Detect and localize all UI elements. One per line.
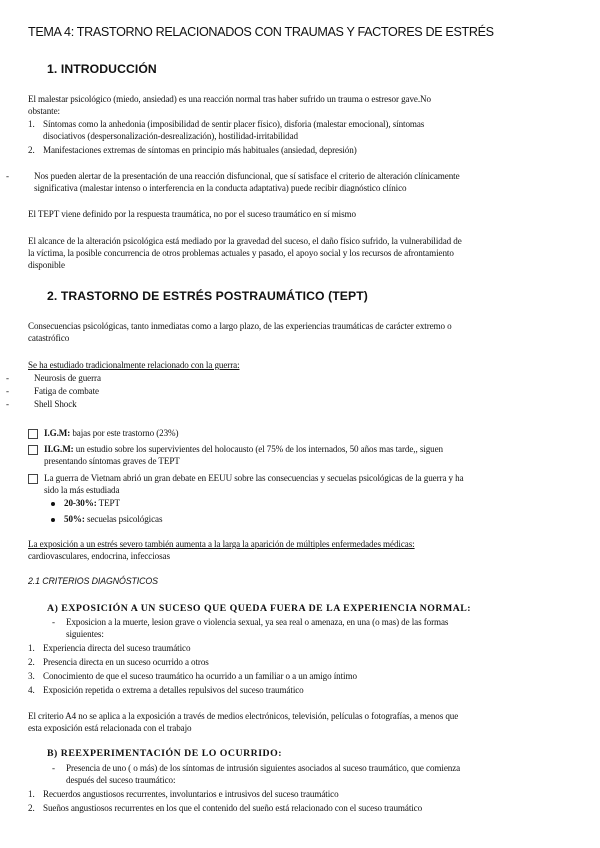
checkbox-icon (28, 429, 38, 439)
consequences-line-2: catastrófico (28, 333, 70, 343)
war-item: Shell Shock (34, 399, 77, 409)
subsection-heading: 2.1 CRITERIOS DIAGNÓSTICOS (28, 576, 158, 586)
dash-marker: - (52, 617, 56, 627)
section-1-heading: 1. INTRODUCCIÓN (47, 62, 157, 76)
bullet-item-2: 50%: secuelas psicológicas (64, 514, 163, 524)
bullet-icon (51, 502, 55, 506)
scope-paragraph-line-3: disponible (28, 260, 65, 270)
list-number: 2. (28, 145, 35, 155)
criterion-a-text-line-2: siguientes: (66, 629, 104, 639)
check-item-2-line-2: presentando síntomas graves de TEPT (44, 456, 180, 466)
list-item-1-line-1: Síntomas como la anhedonia (imposibilidad de sentir placer físico), disforia (malestar emocional), síntomas (43, 119, 425, 129)
dash-marker: - (52, 763, 56, 773)
list-number: 2. (28, 803, 35, 813)
list-number: 1. (28, 119, 35, 129)
bullet-item-1: 20-30%: TEPT (64, 498, 120, 508)
check-item-3-line-2: sido la más estudiada (44, 485, 120, 495)
dash-marker: - (6, 373, 10, 383)
list-item-2-line-1: Manifestaciones extremas de síntomas en principio más habituales (ansiedad, depresión) (43, 145, 357, 155)
scope-paragraph-line-1: El alcance de la alteración psicológica está mediado por la gravedad del suceso, el daño físico sufrido, la vulnerabilidad de (28, 236, 462, 246)
list-item-1-line-2: disociativos (despersonalización-desrealización), hostilidad-irritabilidad (43, 131, 298, 141)
criterion-b-item: Recuerdos angustiosos recurrentes, involuntarios e intrusivos del suceso traumático (43, 789, 339, 799)
criterion-b-heading: B) REEXPERIMENTACIÓN DE LO OCURRIDO: (47, 748, 282, 759)
list-number: 2. (28, 657, 35, 667)
exposure-line-1: La exposición a un estrés severo también aumenta a la larga la aparición de múltiples enfermedades médicas: (28, 539, 415, 549)
list-number: 1. (28, 643, 35, 653)
war-heading: Se ha estudiado tradicionalmente relacionado con la guerra: (28, 360, 240, 370)
dash-item-line-1: Nos pueden alertar de la presentación de una reacción disfuncional, que sí satisface el criterio de alteración clínicamente (34, 171, 460, 181)
document-title: TEMA 4: TRASTORNO RELACIONADOS CON TRAUMAS Y FACTORES DE ESTRÉS (28, 25, 494, 39)
list-number: 4. (28, 685, 35, 695)
dash-item-line-2: significativa (malestar intenso o interferencia en la conducta adaptativa) puede recibir diagnóstico clínico (34, 183, 407, 193)
list-number: 1. (28, 789, 35, 799)
intro-paragraph-line-2: obstante: (28, 106, 60, 116)
dash-marker: - (6, 399, 10, 409)
criterion-a-heading: A) EXPOSICIÓN A UN SUCESO QUE QUEDA FUERA DE LA EXPERIENCIA NORMAL: (47, 603, 472, 614)
section-2-heading: 2. TRASTORNO DE ESTRÉS POSTRAUMÁTICO (TEPT) (47, 289, 368, 303)
criterion-a-item: Experiencia directa del suceso traumático (43, 643, 191, 653)
consequences-line-1: Consecuencias psicológicas, tanto inmediatas como a largo plazo, de las experiencias traumáticas de carácter extremo o (28, 321, 452, 331)
tept-definition: El TEPT viene definido por la respuesta traumática, no por el suceso traumático en sí mismo (28, 209, 356, 219)
criterion-a4-note-line-1: El criterio A4 no se aplica a la exposición a través de medios electrónicos, televisión, películas o fotografías, a menos que (28, 711, 459, 721)
criterion-b-item: Sueños angustiosos recurrentes en los que el contenido del sueño está relacionado con el suceso traumático (43, 803, 423, 813)
scope-paragraph-line-2: la víctima, la posible concurrencia de otros problemas actuales y pasado, el apoyo social y los recursos de afrontamiento (28, 248, 454, 258)
criterion-a4-note-line-2: esta exposición está relacionada con el trabajo (28, 723, 192, 733)
bullet-icon (51, 518, 55, 522)
criterion-b-text-line-2: después del suceso traumático: (66, 775, 176, 785)
criterion-a-item: Exposición repetida o extrema a detalles repulsivos del suceso traumático (43, 685, 304, 695)
check-item-1: I.G.M: bajas por este trastorno (23%) (44, 428, 179, 438)
checkbox-icon (28, 474, 38, 484)
criterion-a-text-line-1: Exposicion a la muerte, lesion grave o violencia sexual, ya sea real o amenaza, en una (o mas) de las formas (66, 617, 449, 627)
criterion-a-item: Conocimiento de que el suceso traumático ha ocurrido a un familiar o a un amigo íntimo (43, 671, 357, 681)
dash-marker: - (6, 386, 10, 396)
checkbox-icon (28, 445, 38, 455)
dash-marker: - (6, 171, 10, 181)
check-item-3-line-1: La guerra de Vietnam abrió un gran debate en EEUU sobre las consecuencias y secuelas psicológicas de la guerra y ha (44, 473, 464, 483)
check-item-2-line-1: II.G.M: un estudio sobre los supervivientes del holocausto (el 75% de los internados, 50 años mas tarde,, siguen (44, 444, 443, 454)
criterion-b-text-line-1: Presencia de uno ( o más) de los síntomas de intrusión siguientes asociados al suceso traumático, que comienza (66, 763, 461, 773)
intro-paragraph-line-1: El malestar psicológico (miedo, ansiedad) es una reacción normal tras haber sufrido un trauma o estresor gave.No (28, 94, 431, 104)
war-item: Fatiga de combate (34, 386, 99, 396)
exposure-line-2: cardiovasculares, endocrina, infecciosas (28, 551, 170, 561)
criterion-a-item: Presencia directa en un suceso ocurrido a otros (43, 657, 209, 667)
war-item: Neurosis de guerra (34, 373, 101, 383)
list-number: 3. (28, 671, 35, 681)
